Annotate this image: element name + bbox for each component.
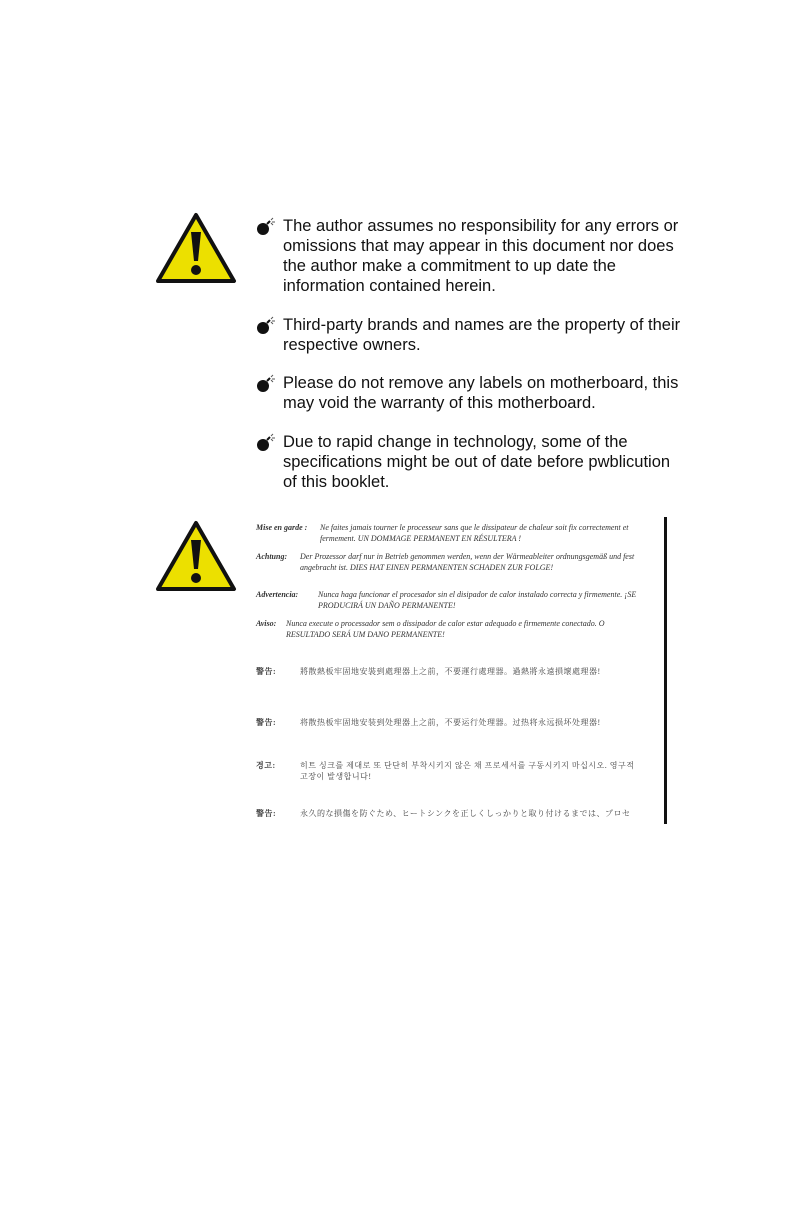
vertical-rule: [664, 517, 667, 824]
warning-triangle-icon: [155, 212, 237, 284]
warning-entry-german: [256, 551, 642, 573]
warning-label: 경고:: [256, 761, 276, 770]
notice-item: [255, 216, 685, 296]
bomb-bullet-icon: [255, 374, 277, 394]
warning-text: 将散热板牢固地安装到处理器上之前，不要运行处理器。过热将永远损坏处理器!: [300, 718, 601, 727]
warning-text: Ne faites jamais tourner le processeur sans que le dissipateur de chaleur soit fix correctement et fermement. UN DOMMAGE PERMANENT EN RÉSULTERA !: [320, 523, 629, 543]
warning-entry-portuguese: [256, 618, 642, 640]
warning-label: Achtung:: [256, 552, 288, 561]
notice-text: Third-party brands and names are the property of their respective owners.: [283, 315, 681, 354]
warning-text: 將散熱板牢固地安裝到處理器上之前，不要運行處理器。過熱將永遠損壞處理器!: [300, 667, 601, 676]
bomb-bullet-icon: [255, 316, 277, 336]
multilingual-cpu-warning: [256, 518, 642, 824]
bomb-bullet-icon: [255, 433, 277, 453]
notice-list: [255, 216, 685, 510]
warning-text: Nunca execute o processador sem o dissipador de calor estar adequado e firmemente conectado. O RESULTADO SERÁ UM DANO PERMANENTE!: [286, 619, 605, 639]
warning-entry-simplified-chinese: [256, 717, 642, 728]
notice-text: Due to rapid change in technology, some of the specifications might be out of date before pwblicution of this booklet.: [283, 432, 671, 491]
warning-entry-traditional-chinese: [256, 666, 642, 677]
warning-text: Der Prozessor darf nur in Betrieb genommen werden, wenn der Wärmeableiter ordnungsgemäß und fest angebracht ist. DIES HAT EINEN PERMANENTEN SCHADEN ZUR FOLGE!: [300, 552, 635, 572]
warning-label: Advertencia:: [256, 590, 299, 599]
notice-item: [255, 315, 685, 355]
warning-label: Aviso:: [256, 619, 277, 628]
warning-entry-korean: [256, 760, 642, 782]
warning-text: 히트 싱크를 제대로 또 단단히 부착시키지 않은 채 프로세서를 구동시키지 마십시오. 영구적 고장이 발생합니다!: [300, 761, 635, 781]
warning-label: 警告:: [256, 718, 277, 727]
notice-item: [255, 432, 685, 492]
bomb-bullet-icon: [255, 217, 277, 237]
warning-label: Mise en garde :: [256, 523, 308, 532]
warning-text: 永久的な損傷を防ぐため、ヒートシンクを正しくしっかりと取り付けるまでは、プロセ: [300, 809, 631, 818]
notice-text: The author assumes no responsibility for any errors or omissions that may appear in this document nor does the author make a commitment to up date the information contained herein.: [283, 217, 679, 295]
warning-entry-japanese: [256, 808, 642, 819]
warning-label: 警告:: [256, 667, 277, 676]
warning-entry-spanish: [256, 589, 642, 611]
warning-entry-french: [256, 522, 642, 544]
notice-item: [255, 373, 685, 413]
warning-triangle-icon: [155, 520, 237, 592]
warning-text: Nunca haga funcionar el procesador sin el disipador de calor instalado correcta y firmemente. ¡SE PRODUCIRÁ UN DAÑO PERMANENTE!: [318, 590, 637, 610]
warning-label: 警告:: [256, 809, 277, 818]
notice-text: Please do not remove any labels on motherboard, this may void the warranty of this motherboard.: [283, 374, 679, 412]
